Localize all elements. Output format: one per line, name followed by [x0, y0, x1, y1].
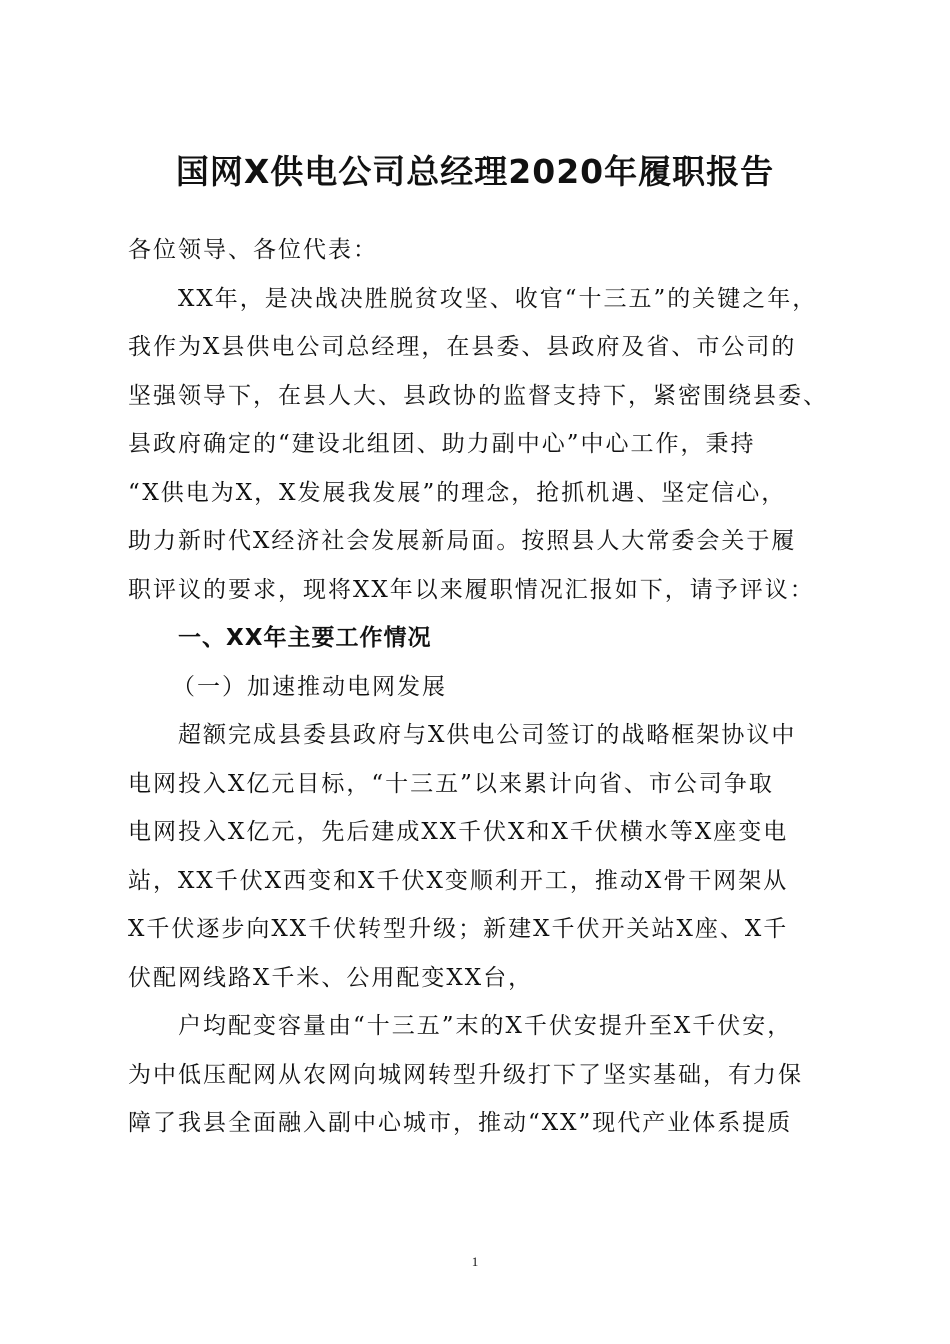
paragraph-line: 电网投入X亿元，先后建成XX千伏X和X千伏横水等X座变电 — [128, 819, 789, 845]
paragraph-line: 电网投入X亿元目标，“十三五”以来累计向省、市公司争取 — [128, 770, 774, 797]
paragraph-line: 职评议的要求，现将XX年以来履职情况汇报如下，请予评议： — [128, 576, 815, 603]
paragraph-line: “X供电为X，X发展我发展”的理念，抢抓机遇、坚定信心， — [128, 479, 787, 506]
paragraph-line: 为中低压配网从农网向城网转型升级打下了坚实基础，有力保 — [128, 1061, 803, 1088]
paragraph-line: 伏配网线路X千米、公用配变XX台， — [128, 964, 534, 991]
paragraph-line: 我作为X县供电公司总经理，在县委、县政府及省、市公司的 — [128, 334, 797, 360]
paragraph-line: 坚强领导下，在县人大、县政协的监督支持下，紧密围绕县委、 — [128, 382, 828, 409]
paragraph-line: XX年，是决战决胜脱贫攻坚、收官“十三五”的关键之年， — [178, 285, 818, 312]
document-body — [128, 226, 828, 1148]
paragraph-line: 助力新时代X经济社会发展新局面。按照县人大常委会关于履 — [128, 528, 797, 554]
page-number: 1 — [471, 1254, 479, 1269]
subsection-heading: （一）加速推动电网发展 — [172, 673, 447, 700]
paragraph-capacity — [128, 1002, 828, 1148]
paragraph-line: 户均配变容量由“十三五”末的X千伏安提升至X千伏安， — [178, 1013, 793, 1039]
paragraph-line: 站，XX千伏X西变和X千伏X变顺利开工，推动X骨干网架从 — [128, 867, 789, 894]
paragraph-line: 超额完成县委县政府与X供电公司签订的战略框架协议中 — [178, 722, 797, 748]
section-heading: 一、XX年主要工作情况 — [178, 625, 432, 651]
paragraph-intro — [128, 275, 828, 615]
document-title: 国网X供电公司总经理2020年履职报告 — [175, 152, 775, 191]
paragraph-line: X千伏逐步向XX千伏转型升级；新建X千伏开关站X座、X千 — [128, 916, 789, 942]
paragraph-line: 障了我县全面融入副中心城市，推动“XX”现代产业体系提质 — [128, 1110, 793, 1136]
paragraph-line: 县政府确定的“建设北组团、助力副中心”中心工作，秉持 — [128, 431, 756, 457]
salutation: 各位领导、各位代表： — [128, 237, 378, 263]
paragraph-grid-investment — [128, 711, 828, 1002]
